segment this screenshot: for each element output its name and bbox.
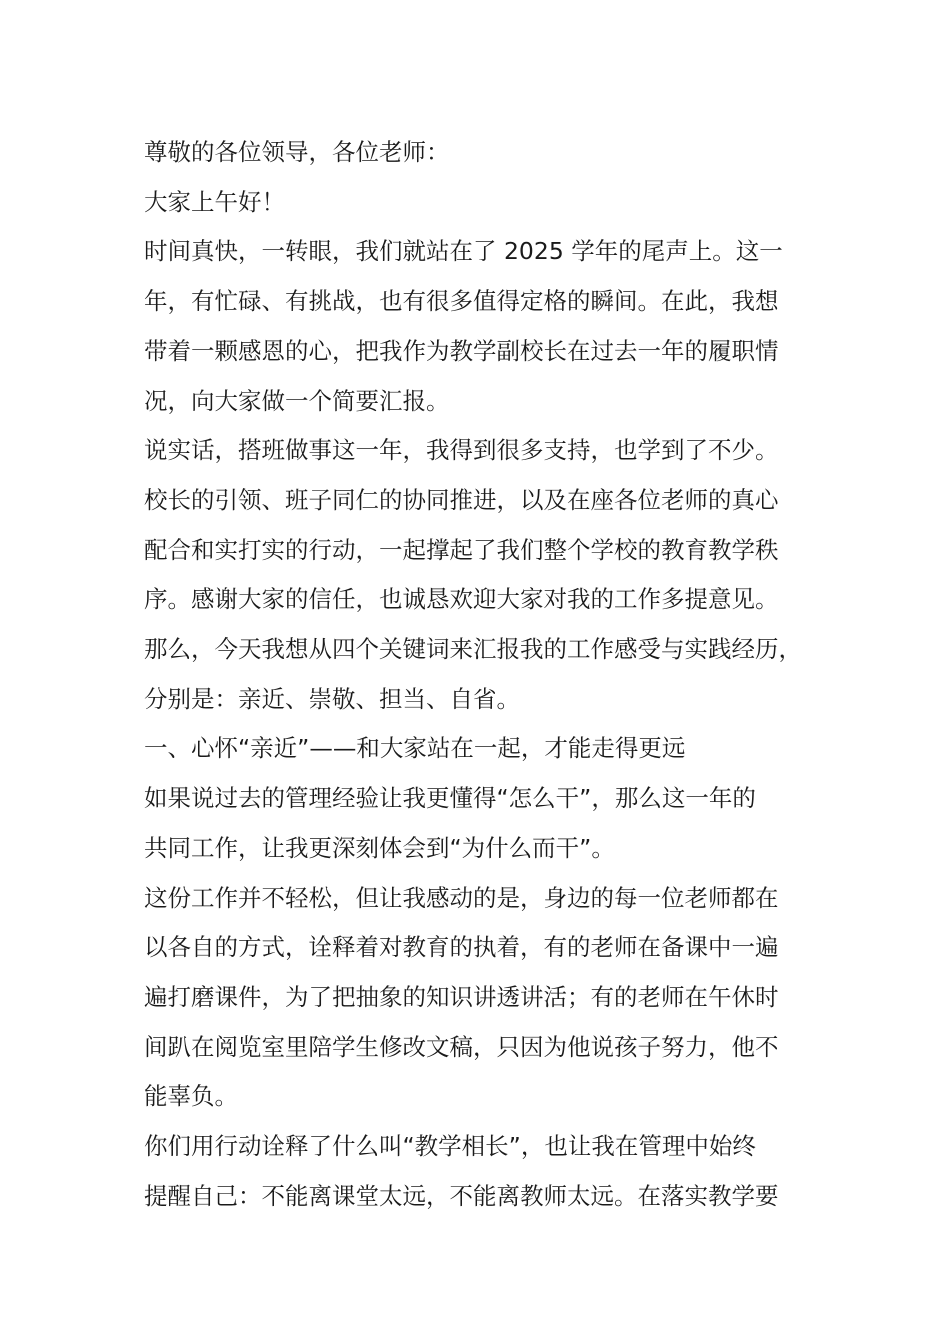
paragraph-line: 能辜负。	[144, 1082, 238, 1111]
paragraph-line: 校长的引领、班子同仁的协同推进，以及在座各位老师的真心	[144, 485, 779, 514]
section-heading: 一、心怀“亲近”——和大家站在一起，才能走得更远	[144, 734, 686, 763]
greeting-line: 大家上午好！	[144, 187, 285, 216]
salutation-line: 尊敬的各位领导，各位老师：	[144, 138, 450, 166]
paragraph-line: 提醒自己：不能离课堂太远，不能离教师太远。在落实教学要	[144, 1181, 779, 1210]
paragraph-line: 分别是：亲近、崇敬、担当、自省。	[144, 684, 520, 713]
paragraph-line: 以各自的方式，诠释着对教育的执着，有的老师在备课中一遍	[144, 933, 779, 962]
paragraph-line: 共同工作，让我更深刻体会到“为什么而干”。	[144, 833, 615, 862]
paragraph-line: 配合和实打实的行动，一起撑起了我们整个学校的教育教学秩	[144, 535, 779, 564]
paragraph-line: 序。感谢大家的信任，也诚恳欢迎大家对我的工作多提意见。	[144, 585, 779, 614]
document-body	[144, 128, 844, 1221]
paragraph-line: 况，向大家做一个简要汇报。	[144, 386, 450, 415]
paragraph-line: 带着一颗感恩的心，把我作为教学副校长在过去一年的履职情	[144, 336, 779, 365]
paragraph-line: 那么，今天我想从四个关键词来汇报我的工作感受与实践经历，	[144, 635, 802, 664]
paragraph-line: 间趴在阅览室里陪学生修改文稿，只因为他说孩子努力，他不	[144, 1032, 779, 1061]
paragraph-line: 年，有忙碌、有挑战，也有很多值得定格的瞬间。在此，我想	[144, 287, 779, 316]
paragraph-line: 你们用行动诠释了什么叫“教学相长”，也让我在管理中始终	[144, 1132, 756, 1161]
paragraph-line: 如果说过去的管理经验让我更懂得“怎么干”，那么这一年的	[144, 784, 756, 813]
paragraph-line: 这份工作并不轻松，但让我感动的是，身边的每一位老师都在	[144, 883, 779, 912]
paragraph-line: 时间真快，一转眼，我们就站在了 2025 学年的尾声上。这一	[144, 237, 783, 266]
paragraph-line: 遍打磨课件，为了把抽象的知识讲透讲活；有的老师在午休时	[144, 982, 779, 1011]
paragraph-line: 说实话，搭班做事这一年，我得到很多支持，也学到了不少。	[144, 436, 779, 465]
